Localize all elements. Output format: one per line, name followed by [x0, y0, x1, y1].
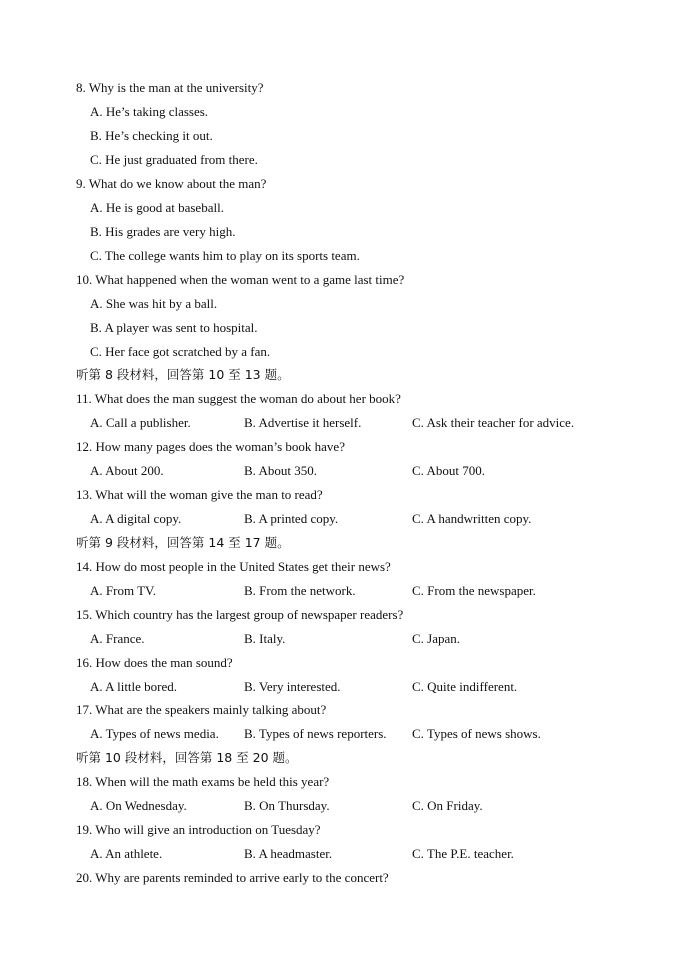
question-13-option-b: B. A printed copy.: [244, 511, 339, 526]
question-17-option-a: A. Types of news media.: [90, 726, 219, 741]
question-15-option-c: C. Japan.: [412, 631, 461, 646]
question-13-option-a: A. A digital copy.: [90, 511, 182, 526]
section-heading-10: 听第 10 段材料，回答第 18 至 20 题。: [76, 750, 298, 765]
question-12-option-c: C. About 700.: [412, 463, 485, 478]
question-11-option-b: B. Advertise it herself.: [244, 415, 362, 430]
question-14-option-a: A. From TV.: [90, 583, 156, 598]
question-18-option-b: B. On Thursday.: [244, 798, 330, 813]
question-9-option-b: B. His grades are very high.: [90, 224, 236, 239]
question-17: 17. What are the speakers mainly talking about?: [76, 702, 327, 717]
question-16-option-c: C. Quite indifferent.: [412, 679, 518, 694]
question-11-option-c: C. Ask their teacher for advice.: [412, 415, 575, 430]
question-15-option-a: A. France.: [90, 631, 145, 646]
question-18-option-a: A. On Wednesday.: [90, 798, 187, 813]
section-heading-8: 听第 8 段材料，回答第 10 至 13 题。: [76, 367, 290, 382]
question-16-option-b: B. Very interested.: [244, 679, 341, 694]
question-13: 13. What will the woman give the man to read?: [76, 487, 323, 502]
question-18-option-c: C. On Friday.: [412, 798, 483, 813]
question-15: 15. Which country has the largest group of newspaper readers?: [76, 607, 404, 622]
question-18: 18. When will the math exams be held this year?: [76, 774, 330, 789]
question-10-option-b: B. A player was sent to hospital.: [90, 320, 258, 335]
question-8-option-a: A. He’s taking classes.: [90, 104, 209, 119]
question-14-option-b: B. From the network.: [244, 583, 356, 598]
question-19-option-b: B. A headmaster.: [244, 846, 333, 861]
question-12: 12. How many pages does the woman’s book have?: [76, 439, 345, 454]
question-9-option-c: C. The college wants him to play on its sports team.: [90, 248, 360, 263]
question-10: 10. What happened when the woman went to a game last time?: [76, 272, 405, 287]
question-12-option-a: A. About 200.: [90, 463, 164, 478]
question-15-option-b: B. Italy.: [244, 631, 286, 646]
question-19-option-a: A. An athlete.: [90, 846, 163, 861]
question-12-option-b: B. About 350.: [244, 463, 317, 478]
question-8-option-c: C. He just graduated from there.: [90, 152, 258, 167]
question-10-option-c: C. Her face got scratched by a fan.: [90, 344, 271, 359]
section-heading-9: 听第 9 段材料，回答第 14 至 17 题。: [76, 535, 290, 550]
question-17-option-b: B. Types of news reporters.: [244, 726, 387, 741]
question-20: 20. Why are parents reminded to arrive early to the concert?: [76, 870, 389, 885]
question-11: 11. What does the man suggest the woman do about her book?: [76, 391, 401, 406]
question-17-option-c: C. Types of news shows.: [412, 726, 541, 741]
question-13-option-c: C. A handwritten copy.: [412, 511, 532, 526]
question-9: 9. What do we know about the man?: [76, 176, 267, 191]
question-8: 8. Why is the man at the university?: [76, 80, 264, 95]
question-9-option-a: A. He is good at baseball.: [90, 200, 224, 215]
question-16: 16. How does the man sound?: [76, 655, 233, 670]
question-19-option-c: C. The P.E. teacher.: [412, 846, 514, 861]
question-14-option-c: C. From the newspaper.: [412, 583, 536, 598]
question-11-option-a: A. Call a publisher.: [90, 415, 191, 430]
question-8-option-b: B. He’s checking it out.: [90, 128, 213, 143]
question-19: 19. Who will give an introduction on Tuesday?: [76, 822, 321, 837]
question-14: 14. How do most people in the United States get their news?: [76, 559, 391, 574]
question-16-option-a: A. A little bored.: [90, 679, 178, 694]
question-10-option-a: A. She was hit by a ball.: [90, 296, 218, 311]
